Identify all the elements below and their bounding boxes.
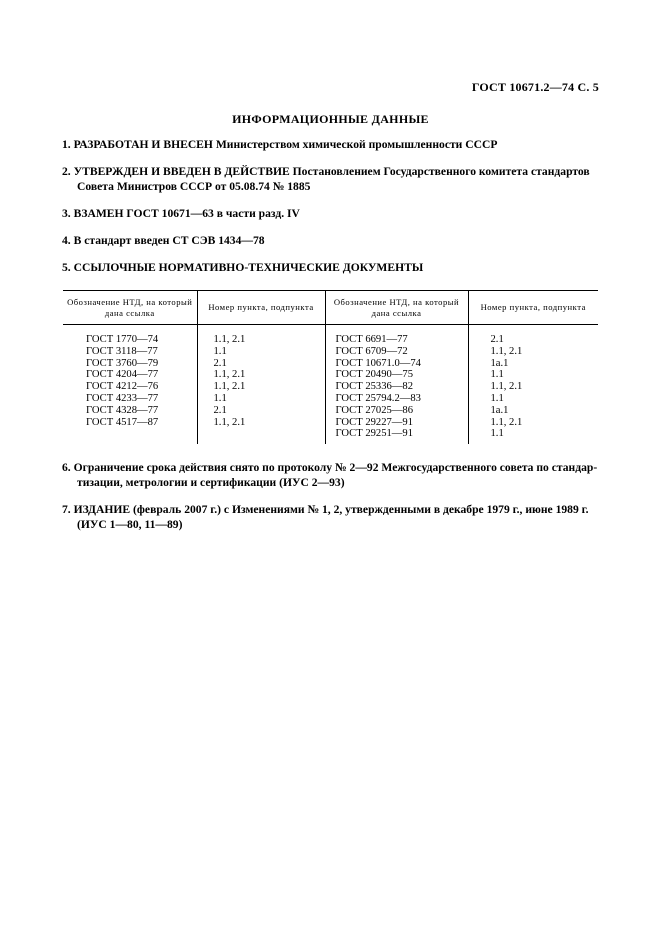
item-6-line-2: тизации, метрологии и сертификации (ИУС 2—93) — [77, 476, 345, 489]
table-row — [63, 369, 598, 381]
table-row — [63, 393, 598, 405]
doc-designation-cell: ГОСТ 4212—76 — [63, 381, 197, 393]
clause-cell: 1.1 — [490, 392, 504, 404]
item-6 — [62, 460, 602, 490]
doc-designation-cell: ГОСТ 3118—77 — [63, 346, 197, 358]
clause-cell: 1.1, 2.1 — [197, 369, 325, 381]
table-row — [63, 381, 598, 393]
clause-cell: 1.1, 2.1 — [490, 345, 523, 357]
clause-cell: 1.1 — [490, 369, 504, 381]
header-clause-number-2: Номер пункта, подпункта — [468, 291, 598, 325]
doc-designation-cell: ГОСТ 3760—79 — [63, 358, 197, 370]
item-3 — [62, 206, 602, 221]
doc-designation-cell: ГОСТ 29227—91 — [325, 417, 468, 429]
header-clause-number-1: Номер пункта, подпункта — [197, 291, 325, 325]
doc-designation-cell: ГОСТ 4328—77 — [63, 405, 197, 417]
item-2-line-2: Совета Министров СССР от 05.08.74 № 1885 — [77, 180, 311, 193]
table-row — [63, 428, 598, 444]
doc-designation-cell: ГОСТ 1770—74 — [63, 325, 197, 346]
item-6-line-1: 6. Ограничение срока действия снято по протоколу № 2—92 Межгосударственного совета по стандар- — [62, 461, 598, 474]
clause-cell: 1а.1 — [490, 357, 509, 369]
table-row — [63, 417, 598, 429]
doc-designation-cell: ГОСТ 6709—72 — [325, 346, 468, 358]
item-4 — [62, 233, 602, 248]
clause-cell: 1.1 — [197, 346, 325, 358]
item-2 — [62, 164, 602, 194]
item-1-text: 1. РАЗРАБОТАН И ВНЕСЕН Министерством химической промышленности СССР — [62, 138, 498, 151]
clause-cell: 1.1, 2.1 — [197, 381, 325, 393]
doc-designation-cell: ГОСТ 29251—91 — [325, 428, 468, 444]
item-4-text: 4. В стандарт введен СТ СЭВ 1434—78 — [62, 234, 265, 247]
item-2-line-1: 2. УТВЕРЖДЕН И ВВЕДЕН В ДЕЙСТВИЕ Постановлением Государственного комитета стандартов — [62, 165, 590, 178]
clause-cell: 1.1 — [197, 393, 325, 405]
header-doc-designation-1: Обозначение НТД, на который дана ссылка — [63, 291, 197, 325]
table-row — [63, 346, 598, 358]
item-7-line-1: 7. ИЗДАНИЕ (февраль 2007 г.) с Изменениями № 1, 2, утвержденными в декабре 1979 г., июне 1989 г. — [62, 503, 589, 516]
doc-designation-cell: ГОСТ 20490—75 — [325, 369, 468, 381]
doc-designation-cell: ГОСТ 25336—82 — [325, 381, 468, 393]
clause-cell: 1а.1 — [490, 404, 509, 416]
page-header: ГОСТ 10671.2—74 С. 5 — [471, 80, 599, 94]
doc-designation-cell: ГОСТ 10671.0—74 — [325, 358, 468, 370]
reference-documents-table — [63, 290, 598, 444]
doc-designation-cell: ГОСТ 4517—87 — [63, 417, 197, 429]
doc-designation-cell: ГОСТ 27025—86 — [325, 405, 468, 417]
item-3-text: 3. ВЗАМЕН ГОСТ 10671—63 в части разд. IV — [62, 207, 300, 220]
clause-cell: 1.1 — [490, 428, 504, 440]
table-row — [63, 405, 598, 417]
doc-designation-cell — [63, 428, 197, 444]
item-7 — [62, 502, 602, 532]
header-doc-designation-2: Обозначение НТД, на который дана ссылка — [325, 291, 468, 325]
doc-designation-cell: ГОСТ 25794.2—83 — [325, 393, 468, 405]
document-title: ИНФОРМАЦИОННЫЕ ДАННЫЕ — [232, 112, 429, 126]
item-1 — [62, 137, 602, 152]
item-5 — [62, 260, 602, 275]
clause-cell: 1.1, 2.1 — [197, 325, 325, 346]
clause-cell: 2.1 — [490, 334, 504, 345]
doc-designation-cell: ГОСТ 4204—77 — [63, 369, 197, 381]
clause-cell: 1.1, 2.1 — [197, 417, 325, 429]
doc-designation-cell: ГОСТ 4233—77 — [63, 393, 197, 405]
item-7-line-2: (ИУС 1—80, 11—89) — [77, 518, 183, 531]
clause-cell: 1.1, 2.1 — [490, 416, 523, 428]
clause-cell: 2.1 — [197, 405, 325, 417]
clause-cell: 2.1 — [197, 358, 325, 370]
table-row — [63, 358, 598, 370]
clause-cell: 1.1, 2.1 — [490, 381, 523, 393]
doc-designation-cell: ГОСТ 6691—77 — [325, 325, 468, 346]
clause-cell — [197, 428, 325, 444]
table-row — [63, 325, 598, 346]
table-header-row — [63, 291, 598, 325]
item-5-text: 5. ССЫЛОЧНЫЕ НОРМАТИВНО-ТЕХНИЧЕСКИЕ ДОКУМЕНТЫ — [62, 261, 424, 274]
